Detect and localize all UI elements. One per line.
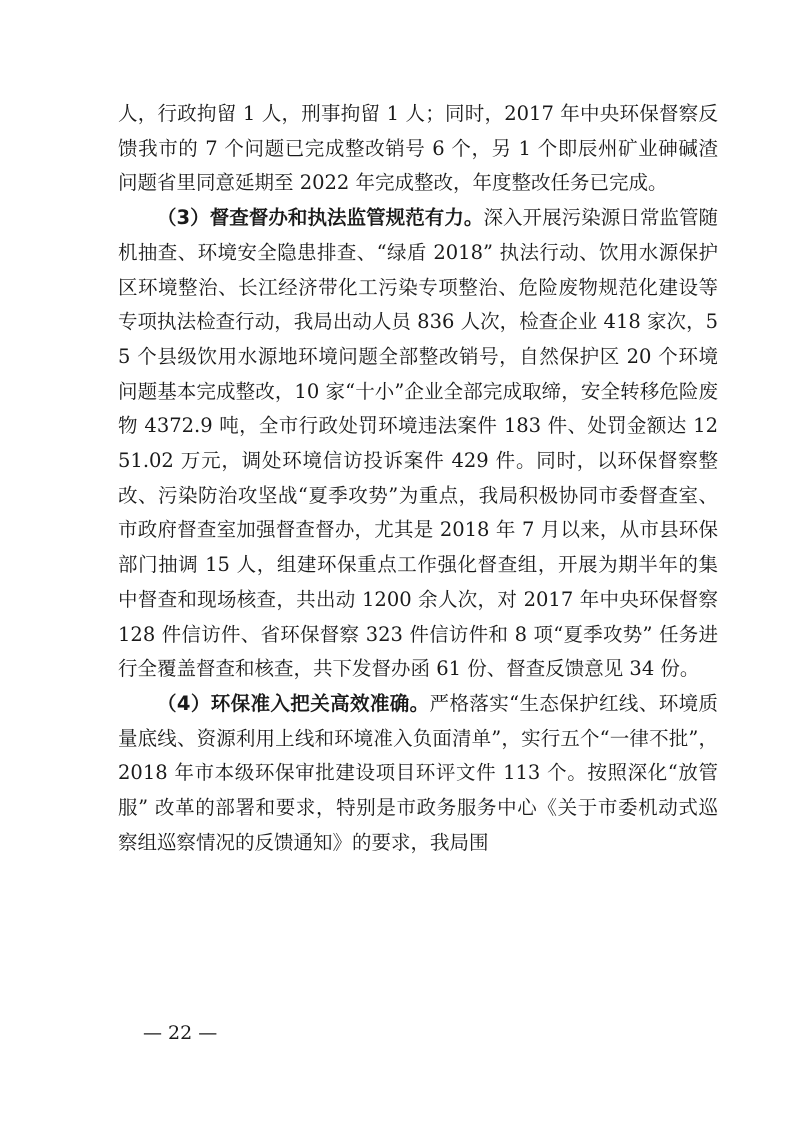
- paragraph-access: [118, 687, 718, 861]
- paragraph-heading: （4）环保准入把关高效准确。: [157, 691, 430, 715]
- body-text: [118, 97, 718, 860]
- paragraph-text: 深入开展污染源日常监管随机抽查、环境安全隐患排查、“绿盾 2018” 执法行动、饮用水源保护区环境整治、长江经济带化工污染专项整治、危险废物规范化建设等专项执法检查行动，我局出动人员 836 人次，检查企业 418 家次，55 个县级饮用水源地环境问题全部整改销号，自然保护区 20 个环境问题基本完成整改，10 家“十小”企业全部完成取缔，安全转移危险废物 4372.9 吨，全市行政处罚环境违法案件 183 件、处罚金额达 1251.02 万元，调处环境信访投诉案件 429 件。同时，以环保督察整改、污染防治攻坚战“夏季攻势”为重点，我局积极协同市委督查室、市政府督查室加强督查督办，尤其是 2018 年 7 月以来，从市县环保部门抽调 15 人，组建环保重点工作强化督查组，开展为期半年的集中督查和现场核查，共出动 1200 余人次，对 2017 年中央环保督察 128 件信访件、省环保督察 323 件信访件和 8 项“夏季攻势” 任务进行全覆盖督查和核查，共下发督办函 61 份、督查反馈意见 34 份。: [118, 206, 718, 681]
- paragraph-text: 严格落实“生态保护红线、环境质量底线、资源利用上线和环境准入负面清单”，实行五个“一律不批”，2018 年市本级环保审批建设项目环评文件 113 个。按照深化“放管服” 改革的部署和要求，特别是市政务服务中心《关于市委机动式巡察组巡察情况的反馈通知》的要求，我局围: [118, 691, 718, 854]
- page-number: — 22 —: [143, 1022, 218, 1044]
- paragraph-heading: （3）督查督办和执法监管规范有力。: [157, 206, 484, 230]
- paragraph-supervision: [118, 201, 718, 687]
- paragraph-continuation: [118, 97, 718, 201]
- paragraph-text: 人，行政拘留 1 人，刑事拘留 1 人；同时，2017 年中央环保督察反馈我市的 7 个问题已完成整改销号 6 个，另 1 个即辰州矿业砷碱渣问题省里同意延期至 2022 年完成整改，年度整改任务已完成。: [118, 102, 718, 195]
